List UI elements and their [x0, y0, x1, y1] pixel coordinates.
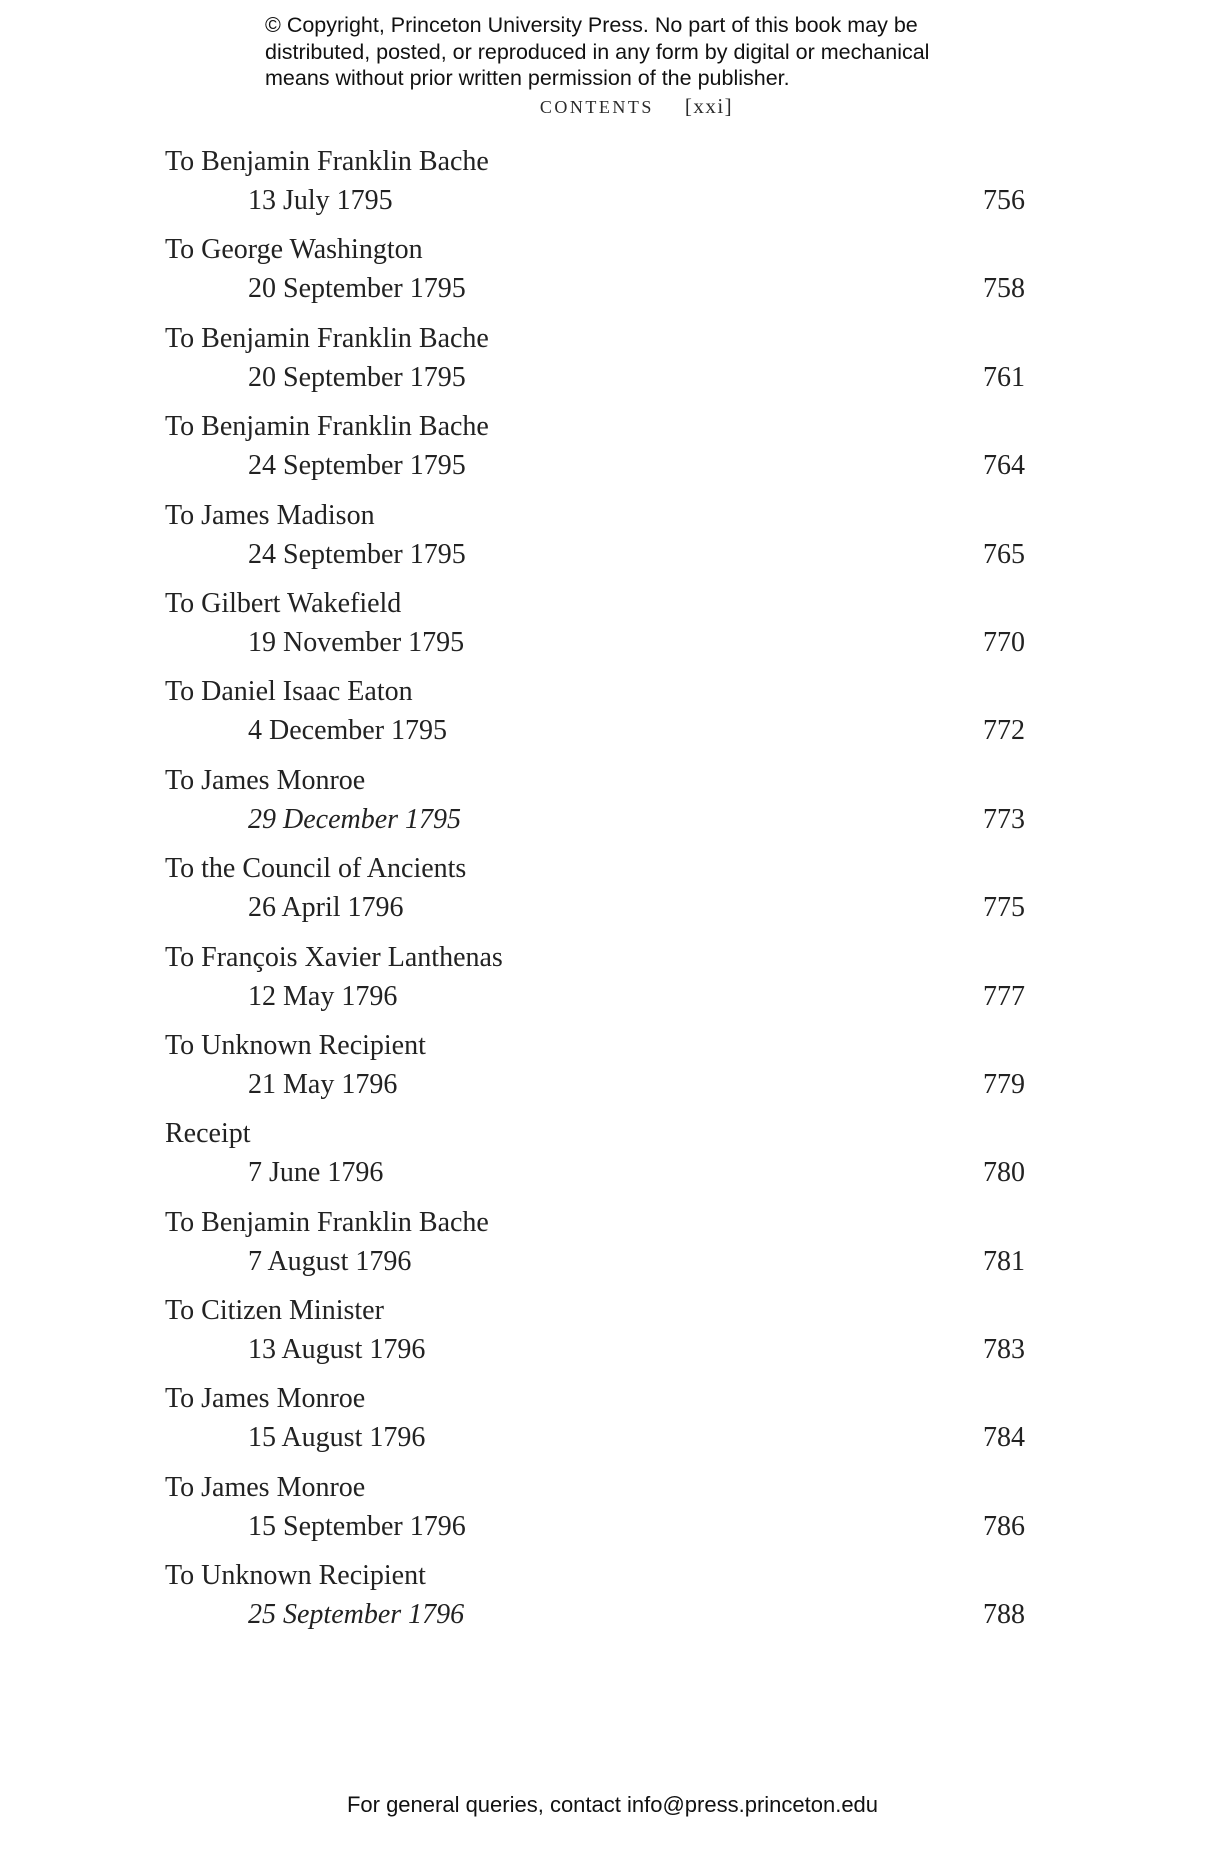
toc-entry: [165, 499, 1025, 587]
toc-entry: [165, 1471, 1025, 1559]
toc-entry: [165, 1559, 1025, 1647]
toc-entry-page-number: 779: [983, 1068, 1025, 1100]
toc-entry-page-number: 786: [983, 1510, 1025, 1542]
toc-entry-page-number: 788: [983, 1599, 1025, 1631]
toc-entry: [165, 1206, 1025, 1294]
footer-contact: For general queries, contact info@press.princeton.edu: [346, 1792, 879, 1817]
toc-entry-page-number: 780: [983, 1157, 1025, 1189]
toc-entry: [165, 233, 1025, 321]
toc-entry-date: 13 August 1796: [248, 1334, 426, 1366]
toc-entry: [165, 1117, 1025, 1205]
toc-entry-page-number: 770: [983, 626, 1025, 658]
toc-entry-recipient: To James Monroe: [165, 1383, 366, 1415]
toc-entry-date: 24 September 1795: [248, 538, 466, 570]
toc-entry-date: 19 November 1795: [248, 626, 465, 658]
toc-entry: [165, 941, 1025, 1029]
toc-entry-recipient: To Gilbert Wakefield: [165, 587, 402, 619]
toc-entry-date: 4 December 1795: [248, 715, 448, 747]
toc-entry-date: 21 May 1796: [248, 1068, 398, 1100]
toc-entry-recipient: To Benjamin Franklin Bache: [165, 322, 489, 354]
toc-entry: [165, 145, 1025, 233]
running-head-page-number: [xxi]: [684, 94, 734, 118]
toc-entry-date: 20 September 1795: [248, 361, 466, 393]
toc-entry: [165, 852, 1025, 940]
toc-entry-page-number: 772: [983, 715, 1025, 747]
toc-entry-date: 12 May 1796: [248, 980, 398, 1012]
toc-entry-page-number: 784: [983, 1422, 1025, 1454]
toc-entry: [165, 1294, 1025, 1382]
toc-entry-page-number: 775: [983, 892, 1025, 924]
toc-entry-date: 7 August 1796: [248, 1245, 412, 1277]
toc-entry-page-number: 758: [983, 273, 1025, 305]
toc-entry-date: 15 August 1796: [248, 1422, 426, 1454]
toc-entry-date: 24 September 1795: [248, 450, 466, 482]
toc-entry-page-number: 777: [983, 980, 1025, 1012]
toc-entry-date: 20 September 1795: [248, 273, 466, 305]
toc-entry-recipient: To Benjamin Franklin Bache: [165, 1206, 489, 1238]
toc-entry-recipient: To the Council of Ancients: [165, 853, 467, 885]
running-head: [0, 94, 1225, 119]
toc-entry-recipient: To Citizen Minister: [165, 1295, 384, 1327]
copyright-line-2: distributed, posted, or reproduced in any form by digital or mechanical: [265, 39, 930, 64]
toc-entry-recipient: To Daniel Isaac Eaton: [165, 676, 413, 708]
toc-entry-recipient: To Unknown Recipient: [165, 1560, 426, 1592]
toc-entry: [165, 587, 1025, 675]
toc-entry-page-number: 765: [983, 538, 1025, 570]
toc-entry-recipient: To Benjamin Franklin Bache: [165, 146, 489, 177]
toc-entry-recipient: To Unknown Recipient: [165, 1029, 426, 1061]
toc-entry-page-number: 781: [983, 1245, 1025, 1277]
contents-list: [165, 145, 1025, 1648]
copyright-notice: [265, 12, 985, 92]
toc-entry: [165, 764, 1025, 852]
toc-entry-date: 26 April 1796: [248, 892, 404, 924]
toc-entry: [165, 322, 1025, 410]
toc-entry-recipient: To James Monroe: [165, 1471, 366, 1503]
toc-entry-recipient: To James Monroe: [165, 764, 366, 796]
toc-entry: [165, 410, 1025, 498]
toc-entry-page-number: 773: [983, 803, 1025, 835]
toc-entry-date: 25 September 1796: [248, 1599, 465, 1631]
toc-entry-recipient: To Benjamin Franklin Bache: [165, 411, 489, 443]
copyright-line-3: means without prior written permission of the publisher.: [265, 66, 790, 90]
toc-entry: [165, 1382, 1025, 1470]
toc-entry-date: 7 June 1796: [248, 1157, 384, 1189]
toc-entry-recipient: To George Washington: [165, 234, 423, 266]
toc-entry-date: 29 December 1795: [248, 803, 462, 835]
toc-entry-page-number: 764: [983, 450, 1025, 482]
toc-entry-page-number: 756: [983, 185, 1025, 216]
toc-entry-page-number: 761: [983, 361, 1025, 393]
toc-entry: [165, 1029, 1025, 1117]
copyright-line-1: © Copyright, Princeton University Press. No part of this book may be: [265, 13, 918, 37]
toc-entry-date: 15 September 1796: [248, 1510, 466, 1542]
toc-entry-date: 13 July 1795: [248, 185, 393, 216]
toc-entry-page-number: 783: [983, 1334, 1025, 1366]
toc-entry-recipient: To François Xavier Lanthenas: [165, 941, 503, 973]
toc-entry-recipient: Receipt: [165, 1118, 251, 1150]
toc-entry: [165, 675, 1025, 763]
toc-entry-recipient: To James Madison: [165, 499, 375, 531]
running-head-label: CONTENTS: [539, 97, 654, 117]
